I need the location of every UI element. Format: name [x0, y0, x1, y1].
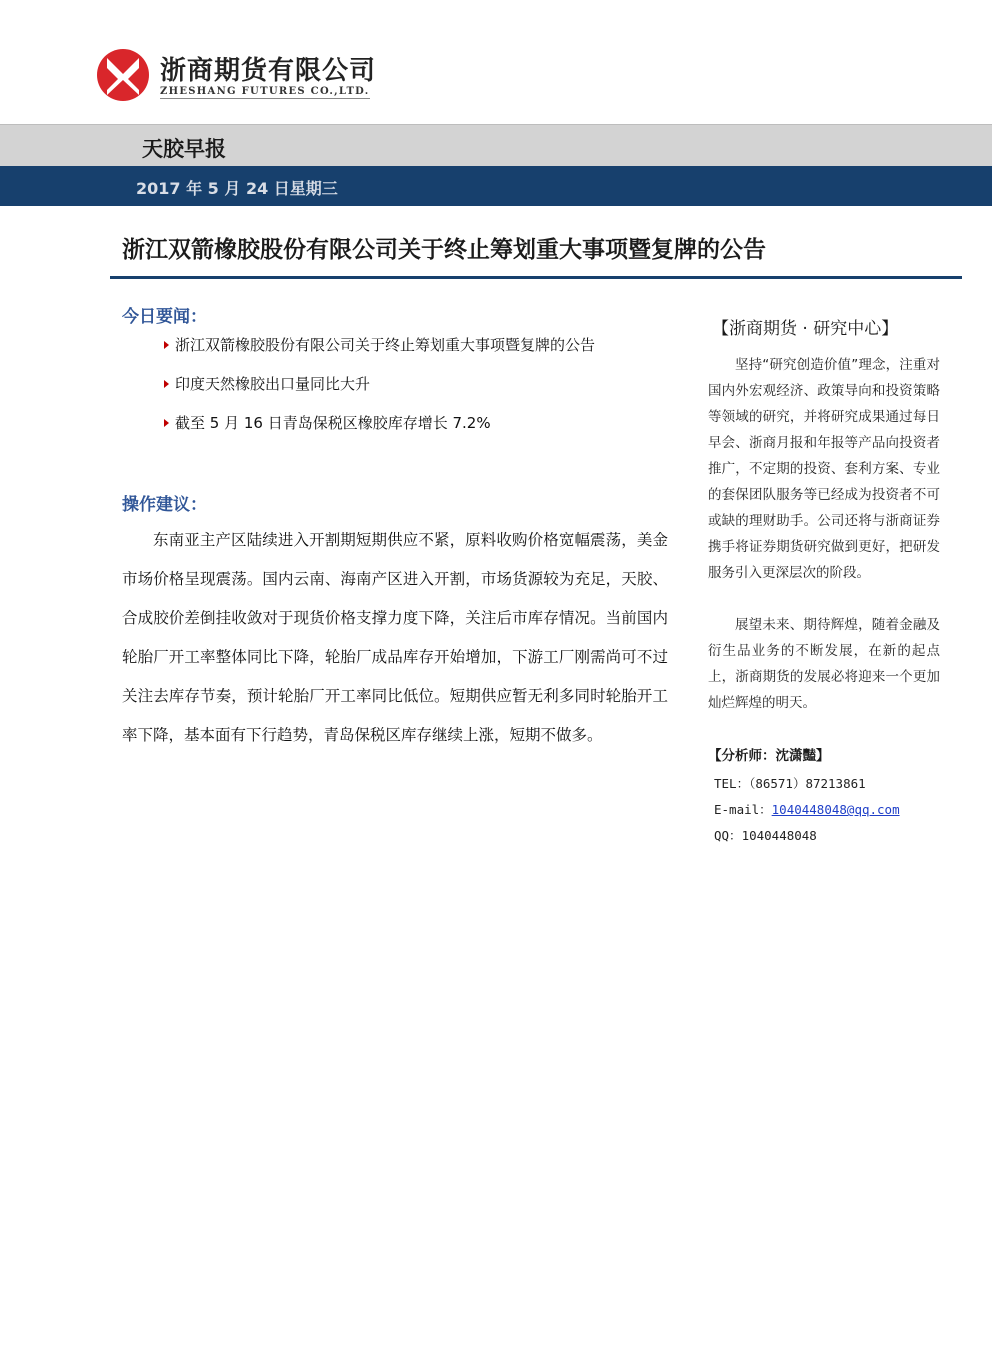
research-center-outlook: 展望未来、期待辉煌，随着金融及衍生品业务的不断发展，在新的起点上，浙商期货的发展必将迎来一个更加灿烂辉煌的明天。 [708, 617, 940, 711]
company-name-cn: 浙商期货有限公司 [160, 56, 377, 86]
report-title-band [0, 124, 992, 167]
date-band [0, 166, 992, 206]
research-center-heading: 【浙商期货 · 研究中心】 [712, 319, 899, 339]
tel-value: （86571）87213861 [749, 776, 866, 791]
advice-body: 东南亚主产区陆续进入开割期短期供应不紧，原料收购价格宽幅震荡，美金市场价格呈现震荡。国内云南、海南产区进入开割，市场货源较为充足，天胶、合成胶价差倒挂收敛对于现货价格支撑力度下降，关注后市库存情况。当前国内轮胎厂开工率整体同比下降，轮胎厂成品库存开始增加，下游工厂刚需尚可不过关注去库存节奏，预计轮胎厂开工率同比低位。短期供应暂无利多同时轮胎开工率下降，基本面有下行趋势，青岛保税区库存继续上涨，短期不做多。 [122, 531, 668, 744]
news-item [160, 334, 680, 373]
qq-label: QQ： [714, 828, 742, 843]
email-label: E-mail： [714, 802, 772, 817]
contact-email [714, 800, 900, 818]
news-section-title: 今日要闻： [122, 307, 207, 327]
analyst-name: 【分析师：沈潇豔】 [708, 748, 830, 764]
report-date: 2017 年 5 月 24 日星期三 [136, 179, 338, 198]
news-item [160, 373, 680, 412]
report-name: 天胶早报 [142, 137, 226, 161]
qq-value: 1040448048 [741, 828, 817, 843]
headline: 浙江双箭橡胶股份有限公司关于终止筹划重大事项暨复牌的公告 [122, 237, 766, 263]
news-item-text: 印度天然橡胶出口量同比大升 [175, 375, 371, 393]
research-center-intro: 坚持“研究创造价值”理念，注重对国内外宏观经济、政策导向和投资策略等领域的研究，并将研究成果通过每日早会、浙商月报和年报等产品向投资者推广，不定期的投资、套利方案、专业的套保团队服务等已经成为投资者不可或缺的理财助手。公司还将与浙商证券携手将证券期货研究做到更好，把研发服务引入更深层次的阶段。 [708, 357, 940, 581]
contact-qq [714, 826, 817, 844]
contact-tel [714, 774, 866, 792]
headline-divider [110, 276, 962, 279]
news-list [160, 334, 680, 451]
news-item [160, 412, 680, 451]
tel-label: TEL： [714, 776, 750, 791]
news-item-text: 截至 5 月 16 日青岛保税区橡胶库存增长 7.2% [175, 414, 491, 432]
company-name-en: ZHESHANG FUTURES CO.,LTD. [160, 86, 370, 97]
advice-section-title: 操作建议： [122, 495, 207, 515]
email-link[interactable]: 1040448048@qq.com [771, 802, 900, 817]
bullet-arrow-icon [164, 380, 169, 388]
bullet-arrow-icon [164, 341, 169, 349]
company-logo [96, 46, 396, 106]
news-item-text: 浙江双箭橡胶股份有限公司关于终止筹划重大事项暨复牌的公告 [175, 336, 596, 354]
zheshang-logo-icon [96, 48, 150, 102]
bullet-arrow-icon [164, 419, 169, 427]
